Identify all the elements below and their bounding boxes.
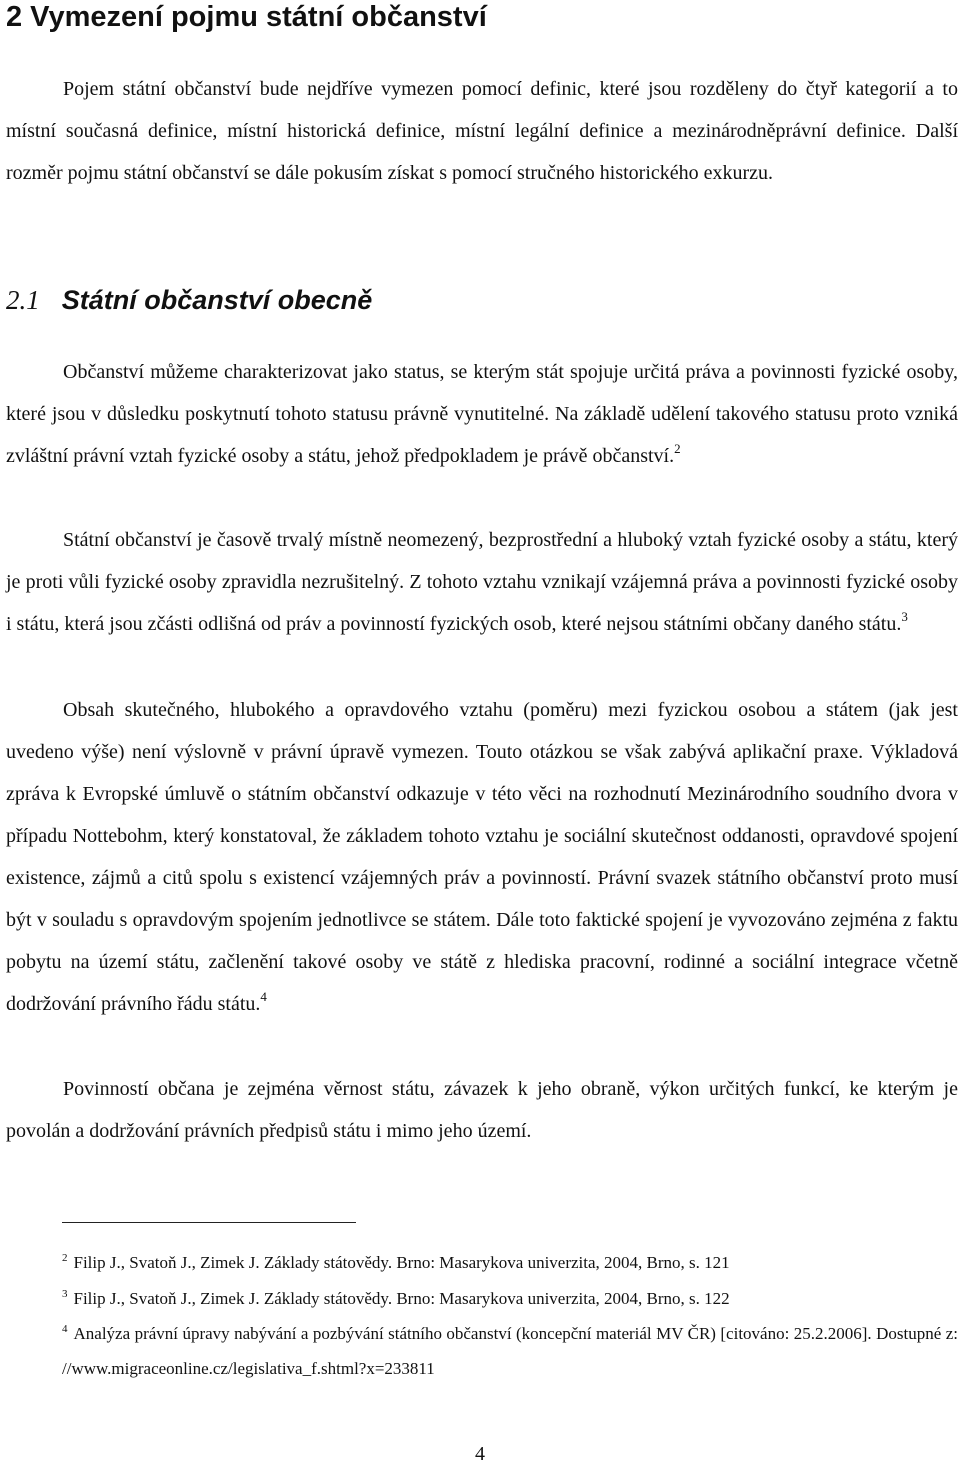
- section-number: 2.1: [6, 285, 40, 315]
- page-number: 4: [475, 1443, 485, 1465]
- paragraph-text: Státní občanství je časově trvalý místně neomezený, bezprostřední a hluboký vztah fyzické osoby a státu, který je proti vůli fyzické osoby zpravidla nezrušitelný. Z tohoto vztahu vznikají vzájemná práva a povinnosti fyzické osoby i státu, která jsou zčásti odlišná od práv a povinností fyzických osob, které nejsou státními občany daného státu.: [6, 529, 958, 635]
- chapter-title: 2 Vymezení pojmu státní občanství: [6, 1, 487, 33]
- paragraph: [6, 1068, 958, 1152]
- footnote: [62, 1316, 958, 1386]
- footnote: [62, 1281, 958, 1316]
- section-title: Státní občanství obecně: [61, 285, 373, 315]
- footnote-text: Analýza právní úpravy nabývání a pozbývání státního občanství (koncepční materiál MV ČR) [citováno: 25.2.2006]. Dostupné z: //www.migraceonline.cz/legislativa_f.shtml?x=233811: [62, 1324, 958, 1378]
- paragraph: [6, 689, 958, 1025]
- paragraph: [6, 519, 958, 645]
- paragraph-text: Povinností občana je zejména věrnost státu, závazek k jeho obraně, výkon určitých funkcí, ke kterým je povolán a dodržování právních předpisů státu i mimo jeho území.: [6, 1078, 958, 1142]
- footnote-number: 3: [62, 1288, 68, 1300]
- paragraph-text: Obsah skutečného, hlubokého a opravdového vztahu (poměru) mezi fyzickou osobou a státem (jak jest uvedeno výše) není výslovně v právní úpravě vymezen. Touto otázkou se však zabývá aplikační praxe. Výkladová zpráva k Evropské úmluvě o státním občanství odkazuje v této věci na rozhodnutí Mezinárodního soudního dvora v případu Nottebohm, který konstatoval, že základem tohoto vztahu je sociální skutečnost oddanosti, opravdové spojení existence, zájmů a citů spolu s existencí vzájemných práv a povinností. Právní svazek státního občanství proto musí být v souladu s opravdovým spojením jednotlivce se státem. Dále toto faktické spojení je vyvozováno zejména z faktu pobytu na území státu, začlenění takové osoby ve státě z hlediska pracovní, rodinné a sociální integrace včetně dodržování právního řádu státu.: [6, 699, 958, 1015]
- paragraph: [6, 351, 958, 477]
- footnote: [62, 1245, 958, 1280]
- footnote-separator: [62, 1222, 356, 1223]
- footnote-text: Filip J., Svatoň J., Zimek J. Základy státovědy. Brno: Masarykova univerzita, 2004, Brno, s. 122: [73, 1289, 730, 1308]
- paragraph-text: Občanství můžeme charakterizovat jako status, se kterým stát spojuje určitá práva a povinnosti fyzické osoby, které jsou v důsledku poskytnutí tohoto statusu právně vynutitelné. Na základě udělení takového statusu proto vzniká zvláštní právní vztah fyzické osoby a státu, jehož předpokladem je právě občanství.: [6, 361, 958, 467]
- intro-paragraph: Pojem státní občanství bude nejdříve vymezen pomocí definic, které jsou rozděleny do čtyř kategorií a to místní současná definice, místní historická definice, místní legální definice a mezinárodněprávní definice. Další rozměr pojmu státní občanství se dále pokusím získat s pomocí stručného historického exkurzu.: [6, 78, 958, 184]
- footnote-ref[interactable]: 3: [901, 609, 908, 624]
- footnote-ref[interactable]: 4: [260, 989, 267, 1004]
- footnote-number: 2: [62, 1252, 68, 1264]
- section-heading: [6, 283, 372, 317]
- footnote-text: Filip J., Svatoň J., Zimek J. Základy státovědy. Brno: Masarykova univerzita, 2004, Brno, s. 121: [73, 1253, 730, 1272]
- footnote-ref[interactable]: 2: [674, 441, 681, 456]
- footnote-number: 4: [62, 1323, 68, 1335]
